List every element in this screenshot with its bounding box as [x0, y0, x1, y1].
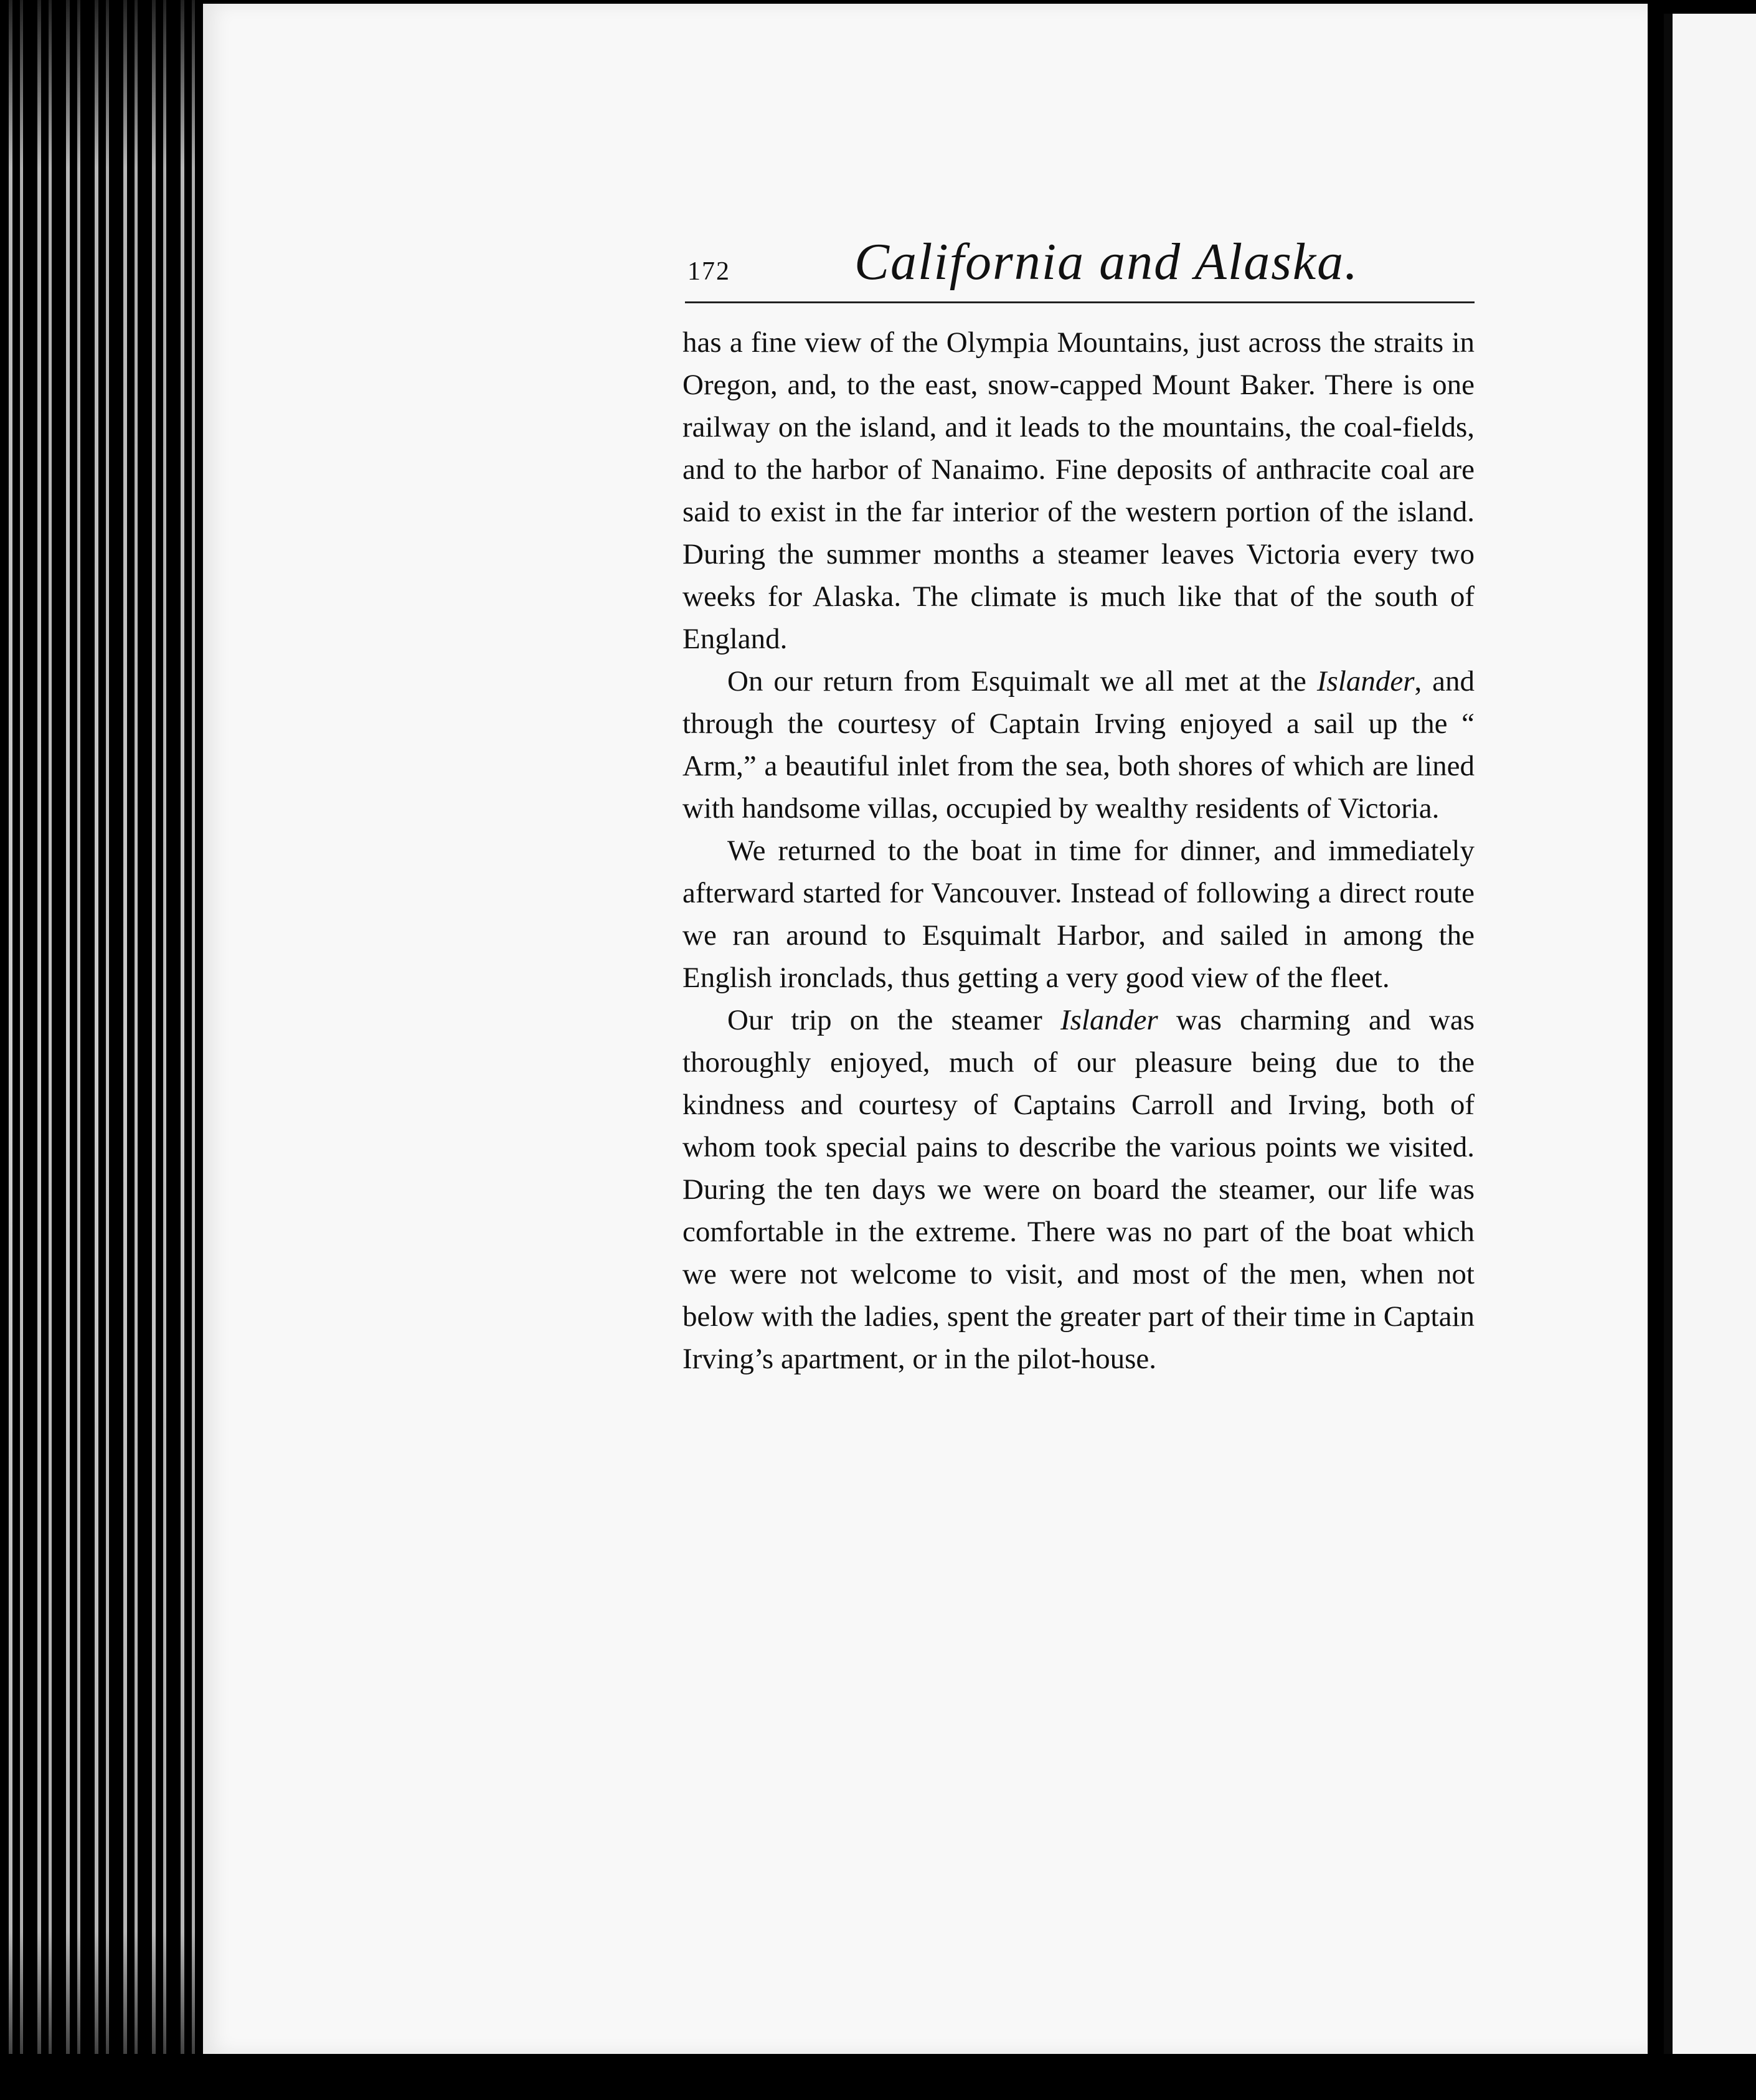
paragraph-1-text: has a fine view of the Olympia Mountains, just across the straits in Oregon, and, to the east, snow-capped Mount Baker. There is one railway on the island, and it leads to the mountains, the coal-fields, and to the harbor of Nanaimo. Fine deposits of anthracite coal are said to exist in the far interior of the western portion of the island. During the summer months a steamer leaves Victoria every two weeks for Alaska. The climate is much like that of the south of England. [682, 326, 1475, 655]
paragraph-4 [682, 999, 1475, 1380]
body-text [682, 321, 1475, 1380]
ship-name-italic: Islander [1060, 1004, 1158, 1036]
paragraph-3-text: We returned to the boat in time for dinner, and immediately afterward started for Vancouver. Instead of following a direct route we ran around to Esquimalt Harbor, and sailed in among the English ironclads, thus getting a very good view of the fleet. [682, 835, 1475, 994]
scan-border-bottom [0, 2054, 1756, 2100]
paragraph-4-text-b: was charming and was thoroughly enjoyed, much of our pleasure being due to the kindness and courtesy of Captains Carroll and Irving, both of whom took special pains to describe the various points we visited. During the ten days we were on board the steamer, our life was comfortable in the extreme. There was no part of the boat which we were not welcome to visit, and most of the men, when not below with the ladies, spent the greater part of their time in Captain Irving’s apartment, or in the pilot-house. [682, 1004, 1475, 1375]
paragraph-4-text-a: Our trip on the steamer [727, 1004, 1060, 1036]
page-number: 172 [687, 257, 730, 286]
paragraph-2-text-b: , and through the courtesy of Captain Irving enjoyed a sail up the “ Arm,” a beautiful inlet from the sea, both shores of which are lined with handsome villas, occupied by wealthy residents of Victoria. [682, 665, 1475, 825]
paragraph-2-text-a: On our return from Esquimalt we all met at the [727, 665, 1317, 698]
paragraph-3 [682, 830, 1475, 999]
header-rule [685, 301, 1475, 303]
ship-name-italic: Islander [1316, 665, 1415, 698]
running-title: California and Alaska. [854, 233, 1359, 291]
paragraph-2 [682, 660, 1475, 830]
running-head [687, 232, 1475, 300]
paragraph-1 [682, 321, 1475, 660]
facing-page-edge [1664, 14, 1756, 2088]
page-edge-stack [0, 0, 205, 2100]
